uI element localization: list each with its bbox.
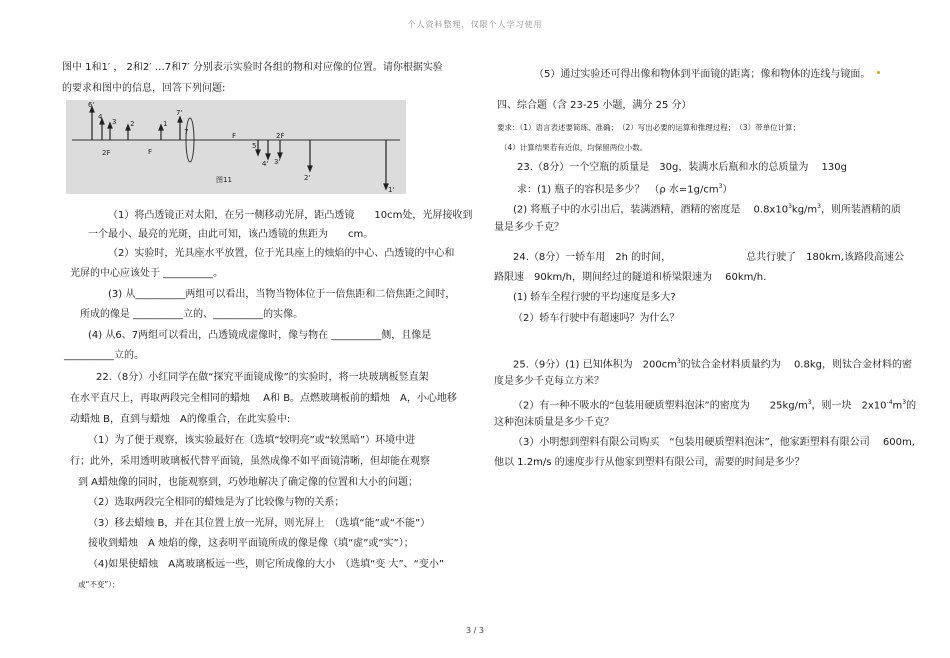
fig-label-1: 1 — [163, 120, 168, 128]
fig-label-f-right: F — [232, 132, 237, 140]
q25-part2-line-2: 这种泡沫质量是多少千克？ — [494, 417, 614, 428]
fig-label-2: 2 — [130, 120, 135, 128]
fig-label-6p: 6' — [88, 101, 95, 109]
q22-line-1: 22.（8分）小红同学在做“探究平面镜成像”的实验时，将一块玻璃板竖直架 — [96, 372, 429, 383]
fig-label-7: 7 — [184, 128, 189, 136]
fig-label-4: 4 — [98, 113, 103, 121]
q-intro-line-1: 图中 1和1′ ， 2和2′ …7和7′ 分别表示实验时各组的物和对应像的位置。请你根据实验 — [62, 62, 443, 73]
q25-part1-line-2: 度是多少千克每立方米？ — [494, 376, 604, 387]
q22-line-2: 在水平直尺上，再取两段完全相同的蜡烛 A和 B。点燃玻璃板前的蜡烛 A，小心地移 — [70, 393, 457, 404]
q25-part3-line-1: （3）小明想到塑料有限公司购买 “包装用硬质塑料泡沫”，他家距塑料有限公司 600m, — [513, 437, 915, 448]
q23-line-1: 23.（8分）一个空瓶的质量是 30g，装满水后瓶和水的总质量为 130g — [517, 162, 847, 173]
fig-label-3p: 3' — [274, 158, 281, 166]
requirements-line-1: 要求：（1）语言表述要简练、准确； （2）写出必要的运算和推理过程； （3）带单位计算； — [497, 123, 801, 132]
fig-label-2f-right: 2F — [276, 132, 285, 140]
fig-label-2f-left: 2F — [102, 149, 111, 157]
page-number: 3 / 3 — [466, 626, 484, 635]
page-header: 个人资料整理，仅限个人学习使用 — [407, 20, 543, 29]
optics-figure — [66, 100, 406, 194]
optics-bench-diagram — [66, 100, 406, 194]
q24-line-1: 24.（8分）一轿车用 2h 的时间， 总共行驶了 180km,该路段高速公 — [513, 252, 904, 263]
q21-part1-line-2: 一个最小、最亮的光斑，由此可知，该凸透镜的焦距为 cm。 — [88, 229, 374, 240]
q22-part4-line-2: 或“不变”）； — [78, 580, 120, 589]
q23-part2-line-1: (2) 将瓶子中的水引出后，装满酒精，酒精的密度是 $0.8x10^3kg/m^3$，则所装酒精的质 — [513, 203, 901, 216]
q24-part2: （2）轿车行驶中有超速吗？为什么？ — [513, 313, 680, 324]
figure-caption: 图11 — [216, 176, 232, 184]
q22-part1-line-2: 行；此外，采用透明玻璃板代替平面镜，虽然成像不如平面镜清晰，但却能在观察 — [70, 456, 430, 467]
q-intro-line-2: 的要求和图中的信息，回答下列问题: — [62, 83, 226, 94]
decorative-dot — [877, 71, 880, 74]
fig-label-1p: 1' — [388, 186, 395, 194]
fig-label-3: 3 — [112, 118, 117, 126]
q23-part2-line-2: 量是多少千克？ — [494, 222, 564, 233]
q25-part2-line-1: （2）有一种不吸水的“包装用硬质塑料泡沫”的密度为 $25kg/m^3$，则一块 $2x10^{-4}m^3$的 — [513, 399, 917, 412]
fig-label-2p: 2' — [304, 174, 311, 182]
requirements-line-2: （4）计算结果若有近似，均保留两位小数。 — [500, 143, 648, 152]
fig-label-f-left: F — [148, 148, 153, 156]
fig-label-4p: 4' — [262, 160, 269, 168]
q23-part1: 求：(1) 瓶子的容积是多少？ （ρ 水$=1g/cm^3$） — [517, 183, 733, 196]
q24-part1: (1) 轿车全程行驶的平均速度是多大? — [513, 292, 676, 303]
q22-part5: （5）通过实验还可得出像和物体到平面镜的距离；像和物体的连线与镜面。 — [534, 69, 871, 80]
q22-line-3: 动蜡烛 B，直到与蜡烛 A的像重合，在此实验中: — [70, 414, 291, 425]
fig-label-5: 5 — [252, 142, 257, 150]
q21-part4-line-2: __________立的。 — [64, 350, 144, 361]
q21-part4-line-1: (4) 从6、7两组可以看出，凸透镜成虚像时，像与物在 __________侧，且像是 — [88, 330, 432, 341]
q22-part1-line-3: 到 A蜡烛像的同时，也能观察到，巧妙地解决了确定像的位置和大小的问题； — [78, 477, 419, 488]
fig-label-7p: 7' — [176, 109, 183, 117]
q25-part3-line-2: 他以 1.2m/s 的速度步行从他家到塑料有限公司，需要的时间是多少？ — [494, 457, 805, 468]
q25-part1-line-1: 25.（9分）(1) 已知体积为 $200cm^3$的钛合金材料质量约为 0.8kg，则钛合金材料的密 — [513, 358, 912, 371]
q22-part4-line-1: （4)如果使蜡烛 A离玻璃板远一些，则它所成像的大小 （选填“变 大”、“变小” — [88, 559, 445, 570]
section-four-title: 四、综合题（含 23-25 小题，满分 25 分） — [497, 100, 692, 111]
q21-part2-line-2: 光屏的中心应该处于 __________。 — [70, 268, 224, 279]
q21-part2-line-1: （2）实验时，光具座水平放置，位于光具座上的烛焰的中心、凸透镜的中心和 — [108, 248, 455, 259]
q22-part3-line-2: 接收到蜡烛 A 烛焰的像，这表明平面镜所成的像是像（填“虚”或“实”）； — [88, 538, 414, 549]
q22-part3-line-1: （3）移去蜡烛 B，并在其位置上放一光屏，则光屏上 （选填“能”或“不能”） — [88, 518, 431, 529]
q22-part1-line-1: （1）为了便于观察，该实验最好在（选填“较明亮”或“较黑暗”）环境中进 — [88, 435, 416, 446]
q24-line-2: 路限速 90km/h，期间经过的隧道和桥梁限速为 60km/h. — [494, 272, 767, 283]
q22-part2: （2）选取两段完全相同的蜡烛是为了比较像与物的关系； — [88, 497, 345, 508]
q21-part3-line-2: 所成的像是 __________立的、__________的实像。 — [80, 309, 304, 320]
q21-part3-line-1: (3) 从__________两组可以看出，当物当物体位于一倍焦距和二倍焦距之间时， — [108, 289, 456, 300]
q21-part1-line-1: （1）将凸透镜正对太阳，在另一侧移动光屏，距凸透镜 10cm处，光屏接收到 — [108, 210, 473, 221]
